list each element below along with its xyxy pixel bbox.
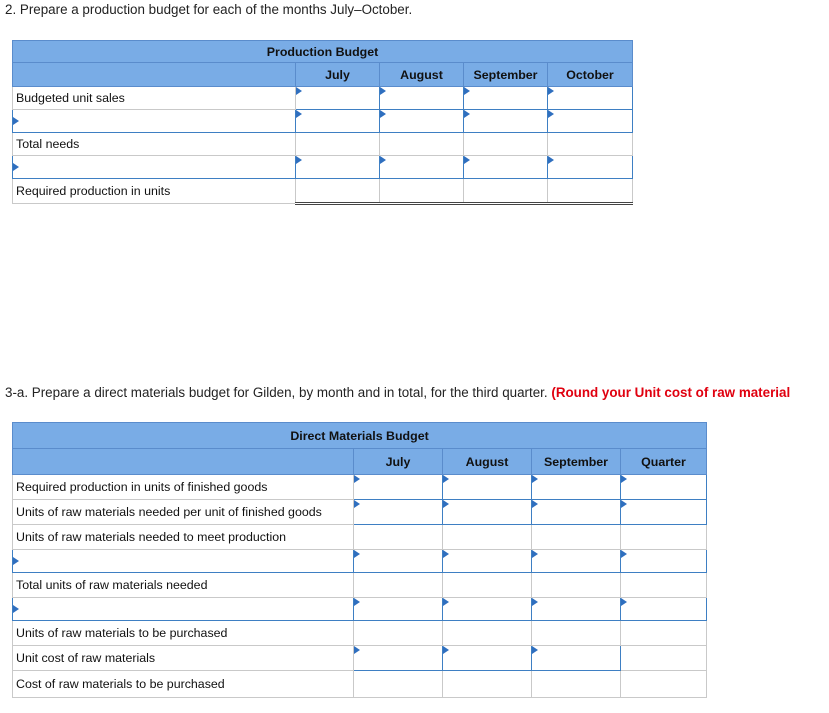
- table-row: [13, 87, 633, 110]
- amount-input[interactable]: [621, 598, 706, 620]
- amount-input[interactable]: [354, 646, 442, 670]
- amount-input[interactable]: [621, 500, 706, 524]
- row-label: Total units of raw materials needed: [13, 573, 354, 598]
- row-label: Required production in units: [13, 179, 296, 204]
- amount-input-cell[interactable]: [532, 598, 621, 621]
- row-label: Budgeted unit sales: [13, 87, 296, 110]
- amount-input[interactable]: [548, 110, 632, 132]
- amount-input-cell[interactable]: [443, 550, 532, 573]
- amount-input-cell[interactable]: [464, 87, 548, 110]
- column-header-september: September: [464, 63, 548, 87]
- row-label-input[interactable]: [13, 550, 353, 572]
- amount-input[interactable]: [443, 500, 531, 524]
- amount-input-cell[interactable]: [532, 646, 621, 671]
- question-3a-text: [5, 385, 790, 400]
- amount-input-cell[interactable]: [621, 475, 707, 500]
- total-cell: [443, 671, 532, 698]
- total-cell: [548, 133, 633, 156]
- amount-input[interactable]: [380, 87, 463, 109]
- total-cell: [380, 179, 464, 204]
- direct-materials-budget-table: [12, 422, 707, 698]
- table-row: [13, 598, 707, 621]
- amount-input[interactable]: [443, 646, 531, 670]
- amount-input-cell[interactable]: [548, 110, 633, 133]
- row-label-input[interactable]: [13, 598, 353, 620]
- row-label: Units of raw materials needed per unit of finished goods: [13, 500, 354, 525]
- total-cell: [354, 671, 443, 698]
- row-label: Required production in units of finished goods: [13, 475, 354, 500]
- column-header-august: August: [443, 449, 532, 475]
- amount-input[interactable]: [354, 500, 442, 524]
- table-row: [13, 133, 633, 156]
- materials-budget-title-row: [13, 423, 707, 449]
- amount-input[interactable]: [380, 110, 463, 132]
- total-cell: [532, 671, 621, 698]
- total-cell: [464, 133, 548, 156]
- amount-input-cell[interactable]: [354, 500, 443, 525]
- amount-input-cell[interactable]: [532, 550, 621, 573]
- amount-input[interactable]: [296, 110, 379, 132]
- table-row: [13, 110, 633, 133]
- amount-input[interactable]: [296, 156, 379, 178]
- amount-input[interactable]: [532, 475, 620, 499]
- amount-input-cell[interactable]: [532, 475, 621, 500]
- total-cell: [354, 573, 443, 598]
- amount-input-cell[interactable]: [354, 598, 443, 621]
- amount-input[interactable]: [464, 156, 547, 178]
- amount-input[interactable]: [380, 156, 463, 178]
- row-label: Total needs: [13, 133, 296, 156]
- table-row: [13, 475, 707, 500]
- production-budget-columns-row: [13, 63, 633, 87]
- total-cell: [354, 525, 443, 550]
- row-label-input-cell[interactable]: [13, 598, 354, 621]
- amount-input[interactable]: [532, 550, 620, 572]
- total-cell: [621, 621, 707, 646]
- amount-input-cell[interactable]: [443, 646, 532, 671]
- amount-input-cell[interactable]: [443, 475, 532, 500]
- amount-input[interactable]: [354, 550, 442, 572]
- column-header-september: September: [532, 449, 621, 475]
- total-cell: [443, 525, 532, 550]
- total-cell: [296, 179, 380, 204]
- amount-input-cell[interactable]: [296, 110, 380, 133]
- column-header-august: August: [380, 63, 464, 87]
- amount-input-cell[interactable]: [296, 87, 380, 110]
- materials-budget-columns-row: [13, 449, 707, 475]
- amount-input-cell[interactable]: [296, 156, 380, 179]
- materials-header-blank: [13, 449, 354, 475]
- empty-cell: [621, 646, 707, 671]
- amount-input-cell[interactable]: [621, 550, 707, 573]
- table-row: [13, 525, 707, 550]
- amount-input[interactable]: [354, 475, 442, 499]
- amount-input[interactable]: [548, 156, 632, 178]
- row-label: Cost of raw materials to be purchased: [13, 671, 354, 698]
- total-cell: [443, 573, 532, 598]
- amount-input[interactable]: [443, 475, 531, 499]
- amount-input-cell[interactable]: [464, 156, 548, 179]
- production-header-blank: [13, 63, 296, 87]
- amount-input[interactable]: [296, 87, 379, 109]
- amount-input-cell[interactable]: [464, 110, 548, 133]
- table-row: [13, 156, 633, 179]
- amount-input[interactable]: [532, 500, 620, 524]
- amount-input-cell[interactable]: [380, 156, 464, 179]
- total-cell: [443, 621, 532, 646]
- row-label: Units of raw materials to be purchased: [13, 621, 354, 646]
- amount-input[interactable]: [621, 475, 706, 499]
- amount-input[interactable]: [548, 87, 632, 109]
- column-header-july: July: [354, 449, 443, 475]
- table-row: [13, 179, 633, 204]
- rounding-instruction: (Round your Unit cost of raw material: [551, 385, 791, 400]
- total-cell: [621, 525, 707, 550]
- amount-input-cell[interactable]: [354, 646, 443, 671]
- amount-input[interactable]: [354, 598, 442, 620]
- amount-input-cell[interactable]: [380, 87, 464, 110]
- amount-input-cell[interactable]: [380, 110, 464, 133]
- row-label: Unit cost of raw materials: [13, 646, 354, 671]
- amount-input[interactable]: [621, 550, 706, 572]
- total-cell: [354, 621, 443, 646]
- amount-input[interactable]: [464, 110, 547, 132]
- total-cell: [621, 671, 707, 698]
- amount-input[interactable]: [464, 87, 547, 109]
- total-cell: [621, 573, 707, 598]
- amount-input-cell[interactable]: [532, 500, 621, 525]
- production-budget-title-row: [13, 41, 633, 63]
- column-header-october: October: [548, 63, 633, 87]
- amount-input-cell[interactable]: [354, 475, 443, 500]
- row-label-input[interactable]: [13, 156, 295, 178]
- table-row: [13, 573, 707, 598]
- total-cell: [548, 179, 633, 204]
- total-cell: [296, 133, 380, 156]
- row-label-input-cell[interactable]: [13, 156, 296, 179]
- row-label-input-cell[interactable]: [13, 550, 354, 573]
- total-cell: [380, 133, 464, 156]
- amount-input-cell[interactable]: [548, 156, 633, 179]
- amount-input[interactable]: [443, 598, 531, 620]
- table-row: [13, 621, 707, 646]
- total-cell: [532, 525, 621, 550]
- amount-input-cell[interactable]: [621, 598, 707, 621]
- amount-input[interactable]: [532, 598, 620, 620]
- row-label-input-cell[interactable]: [13, 110, 296, 133]
- question-2-text: 2. Prepare a production budget for each of the months July–October.: [5, 2, 413, 17]
- total-cell: [532, 621, 621, 646]
- total-cell: [532, 573, 621, 598]
- amount-input[interactable]: [443, 550, 531, 572]
- amount-input-cell[interactable]: [443, 500, 532, 525]
- amount-input-cell[interactable]: [621, 500, 707, 525]
- table-row: [13, 500, 707, 525]
- total-cell: [464, 179, 548, 204]
- production-budget-title: Production Budget: [13, 41, 633, 63]
- amount-input-cell[interactable]: [548, 87, 633, 110]
- amount-input[interactable]: [532, 646, 620, 670]
- row-label-input[interactable]: [13, 110, 295, 132]
- column-header-quarter: Quarter: [621, 449, 707, 475]
- table-row: [13, 671, 707, 698]
- amount-input-cell[interactable]: [443, 598, 532, 621]
- column-header-july: July: [296, 63, 380, 87]
- question-3a-main: 3-a. Prepare a direct materials budget for Gilden, by month and in total, for the third quarter.: [5, 385, 548, 400]
- production-budget-table: [12, 40, 633, 205]
- table-row: [13, 646, 707, 671]
- materials-budget-title: Direct Materials Budget: [13, 423, 707, 449]
- table-row: [13, 550, 707, 573]
- amount-input-cell[interactable]: [354, 550, 443, 573]
- row-label: Units of raw materials needed to meet production: [13, 525, 354, 550]
